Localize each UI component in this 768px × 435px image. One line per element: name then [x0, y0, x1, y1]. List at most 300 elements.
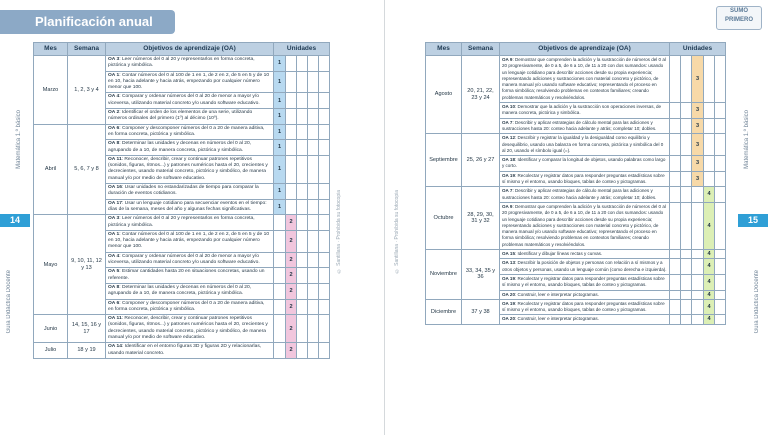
unit-marker: 3 — [692, 103, 704, 119]
col-oa: Objetivos de aprendizaje (OA) — [106, 43, 274, 56]
guide-label-right: Guía Didáctica Docente — [754, 270, 760, 334]
unit-empty — [704, 103, 715, 119]
objective-cell — [106, 215, 274, 231]
objective-code: OA 19 — [502, 172, 515, 178]
objective-cell — [106, 109, 274, 125]
weeks-cell: 5, 6, 7 y 8 — [68, 124, 106, 215]
unit-marker: 1 — [274, 184, 286, 200]
unit-empty — [681, 202, 692, 249]
unit-empty — [297, 343, 308, 359]
objective-text: : Demostrar que comprenden la adición y la sustracción de números del 0 al 20 progresivamente, de 0 a 5, de 6 a 10, de 11 a 20 con dos sumandos: usando un lenguaje cotidiano para describir acciones desde su propia experiencia; representando adiciones y sustracciones con material concreto y pictórico, de manera manual y/o usando software educativo; representando el proceso en forma simbólica; resolviendo problemas en contextos familiares; creando problemas matemáticos y resolviéndolos. — [502, 57, 666, 100]
unit-empty — [692, 250, 704, 259]
table-header — [34, 43, 330, 56]
objective-cell — [106, 184, 274, 200]
unit-empty — [692, 259, 704, 275]
unit-empty — [319, 252, 330, 268]
objective-cell — [500, 118, 670, 134]
unit-marker: 4 — [704, 315, 715, 324]
unit-empty — [308, 155, 319, 183]
unit-empty — [297, 109, 308, 125]
objective-code: OA 3 — [108, 57, 120, 62]
col-semana: Semana — [68, 43, 106, 56]
objective-cell — [106, 283, 274, 299]
unit-empty — [308, 109, 319, 125]
unit-empty — [692, 274, 704, 290]
unit-empty — [286, 124, 297, 140]
unit-empty — [715, 274, 726, 290]
page-title: Planificación anual — [35, 14, 153, 29]
unit-marker: 4 — [704, 202, 715, 249]
unit-empty — [319, 343, 330, 359]
unit-empty — [704, 118, 715, 134]
unit-empty — [319, 93, 330, 109]
unit-empty — [715, 202, 726, 249]
unit-empty — [286, 56, 297, 72]
objective-code: OA 14 — [108, 344, 122, 350]
unit-empty — [715, 118, 726, 134]
unit-empty — [274, 299, 286, 315]
objective-cell — [106, 140, 274, 156]
unit-empty — [319, 155, 330, 183]
table-row — [34, 215, 330, 231]
unit-marker: 3 — [692, 156, 704, 172]
objective-text: : Comparar y ordenar números del 0 al 20 de menor a mayor y/o viceversa, utilizando material concreto y/o usando software educativo. — [108, 253, 260, 266]
month-cell: Noviembre — [426, 250, 462, 300]
unit-empty — [308, 230, 319, 252]
objective-cell — [500, 259, 670, 275]
unit-marker: 4 — [704, 274, 715, 290]
objective-text: : Demostrar que comprenden la adición y la sustracción de números del 0 al 20 progresivamente, de 0 a 5, de 6 a 10, de 11 a 20 con dos sumandos: usando un lenguaje cotidiano para describir acciones desde su propia experiencia; representando adiciones y sustracciones con material concreto y pictórico, de manera manual y/o usando software educativo; representando el proceso en forma simbólica; resolviendo problemas en contextos familiares; creando problemas matemáticos y resolviéndolos. — [502, 203, 666, 247]
col-mes: Mes — [426, 43, 462, 56]
weeks-cell: 1, 2, 3 y 4 — [68, 56, 106, 125]
objective-code: OA 6 — [108, 300, 120, 306]
objective-cell — [500, 187, 670, 203]
weeks-cell: 9, 10, 11, 12 y 13 — [68, 215, 106, 315]
objective-code: OA 4 — [108, 253, 120, 259]
objective-text: : Leer números del 0 al 20 y representarlos en forma concreta, pictórica y simbólica. — [108, 216, 255, 228]
objective-code: OA 19 — [502, 300, 515, 306]
logo-line: PRIMERO — [724, 17, 753, 23]
unit-empty — [319, 140, 330, 156]
unit-empty — [681, 171, 692, 187]
objective-text: : Reconocer, describir, crear y continuar patrones repetitivos (sonidos, figuras, ritmos...) y patrones numéricos hasta el 20, crecientes y decrecientes, usando material concreto, pictórico y simbólico, de manera manual y/o por medio de software educativo. — [108, 156, 268, 181]
month-cell: Septiembre — [426, 134, 462, 187]
unit-empty — [319, 184, 330, 200]
unit-empty — [297, 140, 308, 156]
objective-cell — [500, 315, 670, 324]
table-row — [426, 56, 726, 103]
objective-text: : Recolectar y registrar datos para responder preguntas estadísticas sobre sí mismo y el entorno, usando bloques, tablas de conteo y pictogramas. — [502, 172, 665, 185]
objective-text: : Componer y descomponer números del 0 a 20 de manera aditiva, en forma concreta, pictórica y simbólica. — [108, 300, 265, 312]
objective-code: OA 4 — [108, 94, 120, 100]
unit-empty — [297, 283, 308, 299]
unit-empty — [670, 56, 681, 103]
page-number-right: 15 — [738, 214, 768, 227]
unit-empty — [670, 290, 681, 299]
unit-empty — [670, 274, 681, 290]
objective-code: OA 5 — [108, 269, 120, 275]
unit-empty — [681, 299, 692, 315]
col-oa: Objetivos de aprendizaje (OA) — [500, 43, 670, 56]
unit-empty — [681, 274, 692, 290]
unit-empty — [715, 299, 726, 315]
unit-empty — [308, 343, 319, 359]
unit-empty — [319, 215, 330, 231]
unit-empty — [692, 187, 704, 203]
objective-text: : Componer y descomponer números del 0 a 20 de manera aditiva, en forma concreta, pictórica y simbólica. — [108, 125, 265, 137]
unit-marker: 3 — [692, 171, 704, 187]
objective-text: : Identificar el orden de los elementos de una serie, utilizando números ordinales del primero (1º) al décimo (10º). — [108, 110, 253, 122]
objective-cell — [500, 103, 670, 119]
unit-empty — [319, 109, 330, 125]
unit-empty — [704, 156, 715, 172]
unit-empty — [715, 259, 726, 275]
objective-code: OA 9 — [502, 57, 513, 62]
objective-code: OA 9 — [502, 203, 513, 209]
objective-cell — [106, 56, 274, 72]
col-semana: Semana — [462, 43, 500, 56]
unit-marker: 2 — [286, 315, 297, 343]
objective-cell — [106, 252, 274, 268]
unit-empty — [692, 299, 704, 315]
weeks-cell: 28, 29, 30, 31 y 32 — [462, 187, 500, 250]
unit-marker: 2 — [286, 343, 297, 359]
col-unidades: Unidades — [274, 43, 330, 56]
unit-empty — [319, 299, 330, 315]
unit-marker: 2 — [286, 299, 297, 315]
objective-code: OA 1 — [108, 231, 120, 237]
weeks-cell: 33, 34, 35 y 36 — [462, 250, 500, 300]
unit-empty — [319, 124, 330, 140]
month-cell: Mayo — [34, 215, 68, 315]
unit-empty — [692, 202, 704, 249]
objective-cell — [106, 199, 274, 215]
objective-cell — [106, 315, 274, 343]
guide-label-left: Guía Didáctica Docente — [6, 270, 12, 334]
unit-empty — [319, 268, 330, 284]
unit-marker: 1 — [274, 124, 286, 140]
unit-empty — [704, 134, 715, 156]
objective-text: : Describir la posición de objetos y personas con relación a sí mismos y a otros objetos y personas, usando un lenguaje común (como derecha e izquierda). — [502, 260, 667, 272]
objective-code: OA 6 — [108, 125, 120, 131]
unit-empty — [297, 315, 308, 343]
unit-empty — [670, 259, 681, 275]
objective-code: OA 13 — [502, 260, 515, 266]
objective-text: : Comparar y ordenar números del 0 al 20 de menor a mayor y/o viceversa, utilizando material concreto y/o usando software educativo. — [108, 94, 260, 106]
unit-empty — [297, 56, 308, 72]
unit-empty — [297, 199, 308, 215]
unit-empty — [286, 93, 297, 109]
unit-marker: 3 — [692, 118, 704, 134]
objective-code: OA 1 — [108, 72, 120, 78]
unit-marker: 2 — [286, 283, 297, 299]
month-cell: Marzo — [34, 56, 68, 125]
unit-marker: 4 — [704, 250, 715, 259]
weeks-cell: 14, 15, 16 y 17 — [68, 315, 106, 343]
objective-code: OA 2 — [108, 110, 120, 116]
unit-empty — [670, 202, 681, 249]
unit-empty — [319, 71, 330, 93]
unit-empty — [681, 156, 692, 172]
unit-marker: 4 — [704, 290, 715, 299]
objective-cell — [500, 250, 670, 259]
objective-code: OA 7 — [502, 119, 513, 125]
table-row — [426, 134, 726, 156]
objective-cell — [500, 299, 670, 315]
objective-text: : Construir, leer e interpretar pictogramas. — [514, 316, 599, 322]
weeks-cell: 25, 26 y 27 — [462, 134, 500, 187]
unit-empty — [692, 290, 704, 299]
objective-cell — [500, 290, 670, 299]
unit-empty — [274, 230, 286, 252]
objective-text: : Determinar las unidades y decenas en números del 0 al 20, agrupando de a 10, de manera concreta, pictórica y simbólica. — [108, 284, 252, 297]
unit-empty — [715, 103, 726, 119]
subject-label-right: Matemática 1.º básico — [744, 110, 750, 169]
unit-empty — [308, 124, 319, 140]
unit-empty — [715, 56, 726, 103]
objective-text: : Estimar cantidades hasta 20 en situaciones concretas, usando un referente. — [108, 269, 265, 281]
month-cell: Diciembre — [426, 299, 462, 324]
objective-code: OA 15 — [502, 251, 515, 257]
unit-empty — [274, 215, 286, 231]
objective-text: : Contar números del 0 al 100 de 1 en 1, de 2 en 2, de 5 en 5 y de 10 en 10, hacia adelante y hacia atrás, empezando por cualquier número menor que 100. — [108, 72, 270, 91]
unit-marker: 2 — [286, 230, 297, 252]
unit-empty — [670, 156, 681, 172]
objective-cell — [500, 202, 670, 249]
objective-code: OA 11 — [108, 316, 122, 322]
unit-empty — [297, 184, 308, 200]
unit-marker: 4 — [704, 259, 715, 275]
unit-empty — [681, 103, 692, 119]
unit-empty — [715, 156, 726, 172]
month-cell: Julio — [34, 343, 68, 359]
unit-empty — [297, 93, 308, 109]
objective-text: : Describir y registrar la igualdad y la desigualdad como equilibrio y desequilibrio, usando una balanza en forma concreta, pictórica y simbólica del 0 al 20, usando el símbolo igual (=). — [502, 135, 664, 153]
unit-marker: 2 — [286, 252, 297, 268]
unit-marker: 1 — [274, 56, 286, 72]
unit-empty — [319, 315, 330, 343]
unit-empty — [670, 171, 681, 187]
objective-code: OA 11 — [108, 156, 122, 162]
table-header — [426, 43, 726, 56]
objective-cell — [500, 134, 670, 156]
unit-empty — [308, 184, 319, 200]
unit-empty — [308, 93, 319, 109]
weeks-cell: 37 y 38 — [462, 299, 500, 324]
objective-text: : Describir y aplicar estrategias de cálculo mental para las adiciones y sustracciones hasta 20: conteo hacia adelante y atrás; completar 10; dobles. — [502, 188, 657, 200]
unit-empty — [308, 299, 319, 315]
unit-empty — [670, 299, 681, 315]
unit-empty — [670, 118, 681, 134]
table-row — [426, 250, 726, 259]
unit-empty — [308, 56, 319, 72]
unit-empty — [715, 290, 726, 299]
objective-text: : Recolectar y registrar datos para responder preguntas estadísticas sobre sí mismo y el entorno, usando bloques, tablas de conteo y pictogramas. — [502, 275, 665, 288]
weeks-cell: 20, 21, 22, 23 y 24 — [462, 56, 500, 134]
unit-empty — [670, 134, 681, 156]
unit-empty — [297, 252, 308, 268]
unit-marker: 1 — [274, 71, 286, 93]
unit-empty — [715, 171, 726, 187]
unit-empty — [286, 184, 297, 200]
unit-empty — [670, 250, 681, 259]
unit-empty — [308, 71, 319, 93]
unit-empty — [670, 315, 681, 324]
unit-empty — [670, 103, 681, 119]
credit-right: © Santillana · Prohibida su fotocopia — [394, 190, 400, 274]
objective-code: OA 17 — [108, 200, 122, 206]
unit-empty — [319, 283, 330, 299]
objective-text: : Reconocer, describir, crear y continuar patrones repetitivos (sonidos, figuras, ritmos...) y patrones numéricos hasta el 20, crecientes y decrecientes, usando material concreto, pictórico y simbólico, de manera manual y/o por medio de software educativo. — [108, 316, 268, 340]
unit-empty — [704, 56, 715, 103]
unit-empty — [319, 56, 330, 72]
month-cell: Octubre — [426, 187, 462, 250]
unit-empty — [715, 187, 726, 203]
unit-empty — [297, 215, 308, 231]
objective-cell — [106, 124, 274, 140]
objective-code: OA 20 — [502, 316, 515, 322]
unit-empty — [274, 343, 286, 359]
objective-text: : Determinar las unidades y decenas en números del 0 al 20, agrupando de a 10, de manera concreta, pictórica y simbólica. — [108, 141, 252, 153]
objective-cell — [500, 274, 670, 290]
objective-text: : Identificar y comparar la longitud de objetos, usando palabras como largo y corto. — [502, 157, 666, 169]
unit-marker: 3 — [692, 134, 704, 156]
objective-cell — [106, 299, 274, 315]
unit-empty — [274, 252, 286, 268]
logo-line: SUMO — [730, 8, 748, 14]
unit-marker: 1 — [274, 140, 286, 156]
objective-code: OA 10 — [502, 104, 515, 110]
objective-code: OA 19 — [502, 275, 515, 281]
unit-empty — [286, 140, 297, 156]
unit-empty — [297, 71, 308, 93]
unit-marker: 3 — [692, 56, 704, 103]
unit-empty — [297, 268, 308, 284]
unit-empty — [286, 109, 297, 125]
unit-marker: 4 — [704, 299, 715, 315]
page-number-left: 14 — [0, 214, 30, 227]
objective-text: : Construir, leer e interpretar pictogramas. — [514, 291, 599, 297]
table-row — [34, 315, 330, 343]
objective-text: : Usar unidades no estandarizadas de tiempo para comparar la duración de eventos cotidianos. — [108, 185, 259, 197]
table-row — [34, 56, 330, 72]
unit-empty — [681, 134, 692, 156]
objective-code: OA 18 — [502, 157, 515, 163]
objective-text: : Describir y aplicar estrategias de cálculo mental para las adiciones y sustracciones hasta 20: conteo hacia adelante y atrás; completar 10; dobles. — [502, 119, 657, 131]
unit-empty — [681, 290, 692, 299]
unit-empty — [681, 56, 692, 103]
month-cell: Junio — [34, 315, 68, 343]
weeks-cell: 18 y 19 — [68, 343, 106, 359]
objective-cell — [500, 56, 670, 103]
col-mes: Mes — [34, 43, 68, 56]
table-row — [426, 187, 726, 203]
unit-empty — [319, 230, 330, 252]
objective-code: OA 3 — [108, 216, 120, 222]
planning-table-right — [425, 42, 726, 325]
objective-code: OA 16 — [108, 185, 122, 191]
objective-text: : Recolectar y registrar datos para responder preguntas estadísticas sobre sí mismo y el entorno, usando bloques, tablas de conteo y pictogramas. — [502, 300, 665, 313]
month-cell: Abril — [34, 124, 68, 215]
unit-empty — [308, 140, 319, 156]
objective-text: : Identificar y dibujar líneas rectas y curvas. — [514, 251, 603, 257]
unit-empty — [286, 199, 297, 215]
objective-cell — [106, 230, 274, 252]
table-row — [426, 299, 726, 315]
unit-empty — [297, 230, 308, 252]
unit-empty — [704, 171, 715, 187]
unit-marker: 1 — [274, 199, 286, 215]
objective-code: OA 8 — [108, 141, 120, 147]
unit-empty — [297, 299, 308, 315]
unit-empty — [297, 155, 308, 183]
unit-empty — [308, 215, 319, 231]
unit-empty — [286, 155, 297, 183]
unit-empty — [274, 283, 286, 299]
unit-empty — [308, 283, 319, 299]
unit-empty — [681, 187, 692, 203]
unit-empty — [681, 250, 692, 259]
unit-empty — [308, 252, 319, 268]
objective-code: OA 8 — [108, 284, 120, 290]
objective-text: : Demostrar que la adición y la sustracción son operaciones inversas, de manera concreta, pictórica y simbólica. — [502, 104, 662, 116]
objective-cell — [106, 155, 274, 183]
unit-empty — [715, 134, 726, 156]
unit-empty — [670, 187, 681, 203]
objective-text: : Identificar en el entorno figuras 3D y figuras 2D y relacionarlas, usando material concreto. — [108, 344, 262, 356]
credit-left: © Santillana · Prohibida su fotocopia — [336, 190, 342, 274]
objective-text: : Leer números del 0 al 20 y representarlos en forma concreta, pictórica y simbólica. — [108, 57, 255, 69]
right-page — [385, 0, 768, 435]
col-unidades: Unidades — [670, 43, 726, 56]
planning-table-left — [33, 42, 330, 359]
unit-marker: 1 — [274, 109, 286, 125]
unit-empty — [308, 268, 319, 284]
objective-cell — [500, 171, 670, 187]
month-cell: Agosto — [426, 56, 462, 134]
subject-label-left: Matemática 1.º básico — [16, 110, 22, 169]
objective-code: OA 7 — [502, 188, 513, 194]
unit-marker: 1 — [274, 93, 286, 109]
objective-cell — [500, 156, 670, 172]
unit-empty — [297, 124, 308, 140]
objective-cell — [106, 93, 274, 109]
objective-cell — [106, 268, 274, 284]
unit-empty — [308, 315, 319, 343]
unit-empty — [715, 250, 726, 259]
objective-text: : Usar un lenguaje cotidiano para secuenciar eventos en el tiempo: días de la semana, meses del año y algunas fechas significativas. — [108, 200, 267, 212]
unit-empty — [692, 315, 704, 324]
unit-marker: 2 — [286, 268, 297, 284]
unit-empty — [319, 199, 330, 215]
unit-empty — [681, 259, 692, 275]
unit-marker: 4 — [704, 187, 715, 203]
unit-empty — [286, 71, 297, 93]
table-row — [34, 124, 330, 140]
unit-empty — [274, 268, 286, 284]
table-row — [34, 343, 330, 359]
unit-empty — [681, 315, 692, 324]
objective-cell — [106, 71, 274, 93]
header-bar — [0, 10, 175, 34]
unit-empty — [715, 315, 726, 324]
unit-empty — [681, 118, 692, 134]
objective-code: OA 12 — [502, 135, 515, 141]
unit-marker: 2 — [286, 215, 297, 231]
unit-empty — [308, 199, 319, 215]
unit-empty — [274, 315, 286, 343]
objective-text: : Contar números del 0 al 100 de 1 en 1, de 2 en 2, de 5 en 5 y de 10 en 10, hacia adelante y hacia atrás, empezando por cualquier número menor que 100. — [108, 231, 270, 250]
